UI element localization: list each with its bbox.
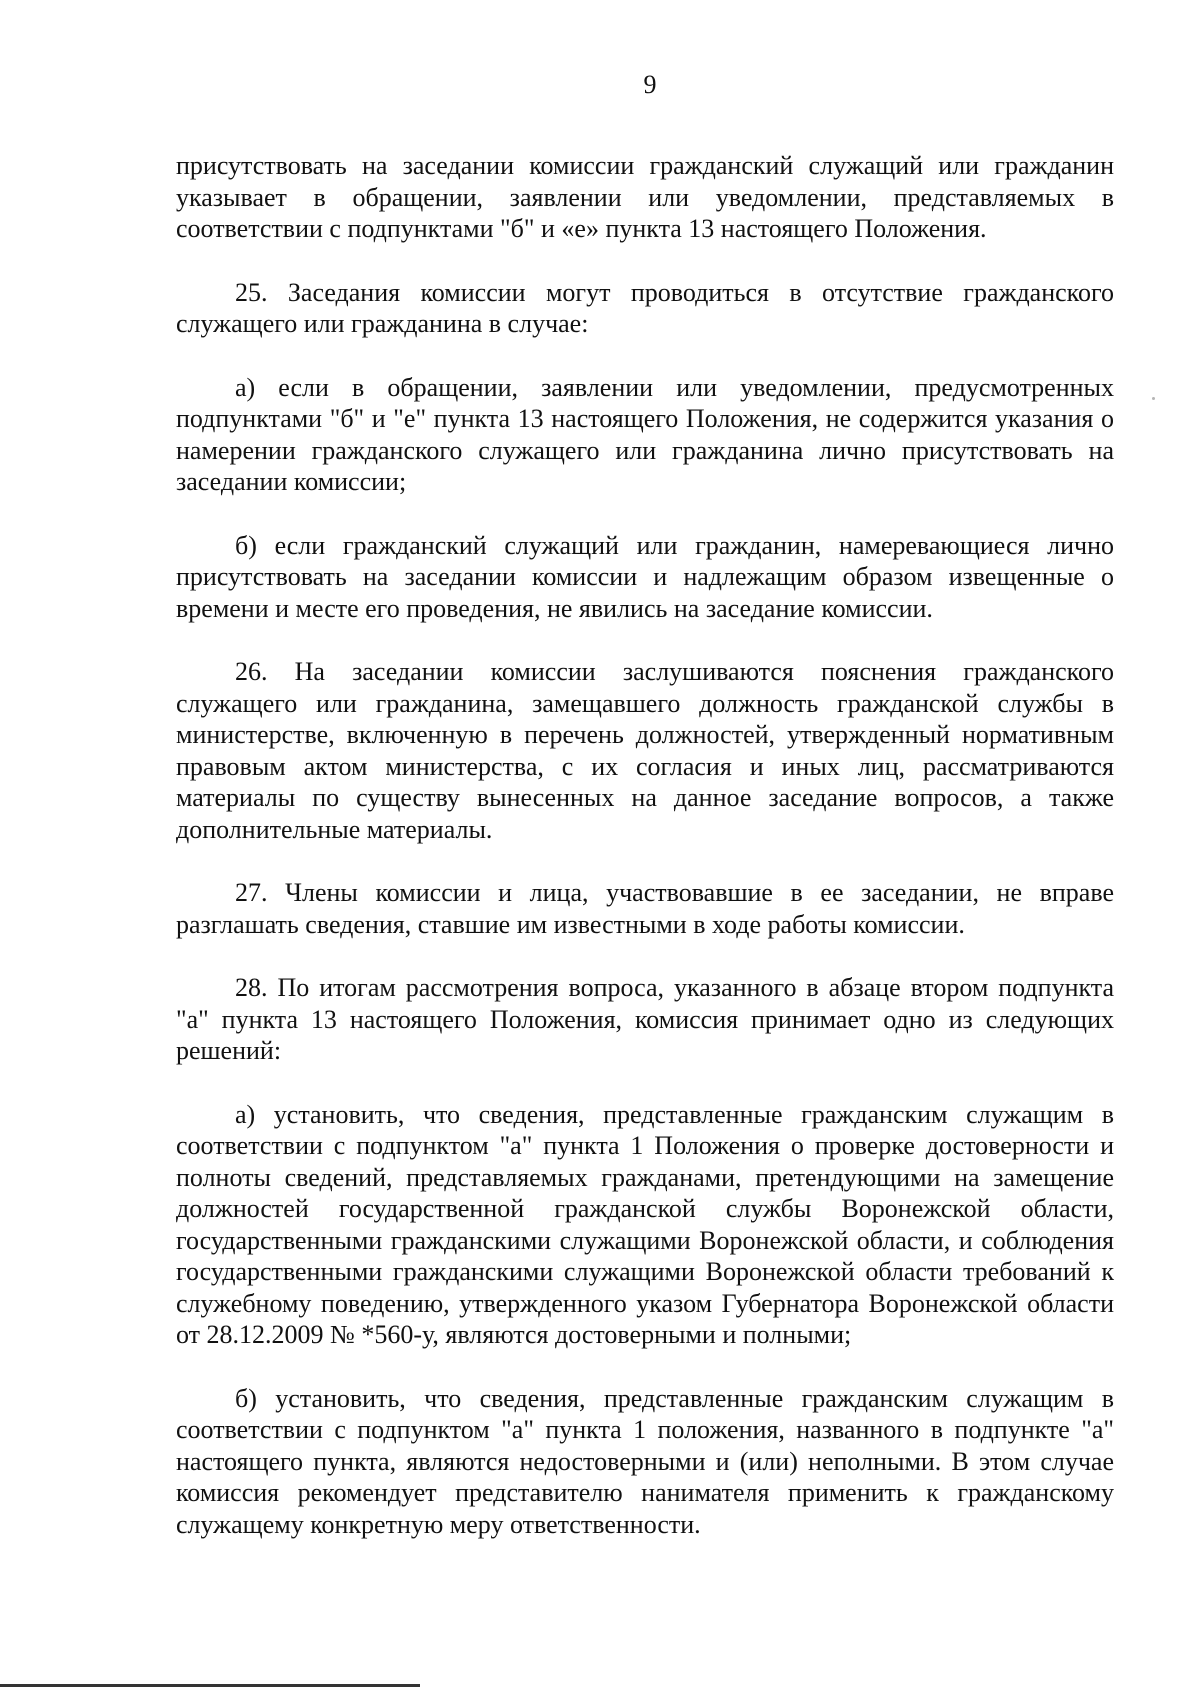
page-number: 9 [643,70,657,99]
paragraph-item-25: 25. Заседания комиссии могут проводиться в отсутствие гражданского служащего или гражданина в случае: [176,277,1114,338]
paragraph-continuation: присутствовать на заседании комиссии гражданский служащий или гражданин указывает в обращении, заявлении или уведомлении, представляемых в соответствии с подпунктами "б" и «е» пункта 13 настоящего Положения. [176,151,1114,243]
document-body [176,150,1114,1572]
paragraph-item-28-b: б) установить, что сведения, представленные гражданским служащим в соответствии с подпунктом "а" пункта 1 положения, названного в подпункте "а" настоящего пункта, являются недостоверными и (или) неполными. В этом случае комиссия рекомендует представителю нанимателя применить к гражданскому служащему конкретную меру ответственности. [176,1383,1114,1539]
paragraph-item-27: 27. Члены комиссии и лица, участвовавшие в ее заседании, не вправе разглашать сведения, ставшие им известными в ходе работы комиссии. [176,878,1114,939]
paragraph-item-25-b: б) если гражданский служащий или гражданин, намеревающиеся лично присутствовать на заседании комиссии и надлежащим образом извещенные о времени и месте его проведения, не явились на заседание комиссии. [176,530,1114,623]
paragraph-item-28: 28. По итогам рассмотрения вопроса, указанного в абзаце втором подпункта "а" пункта 13 настоящего Положения, комиссия принимает одно из следующих решений: [176,973,1114,1065]
scan-speck [1152,397,1155,400]
paragraph-item-25-a: а) если в обращении, заявлении или уведомлении, предусмотренных подпунктами "б" и "е" пункта 13 настоящего Положения, не содержится указания о намерении гражданского служащего или гражданина лично присутствовать на заседании комиссии; [176,372,1114,496]
paragraph-item-26: 26. На заседании комиссии заслушиваются пояснения гражданского служащего или гражданина, замещавшего должность гражданской службы в министерстве, включенную в перечень должностей, утвержденный нормативным правовым актом министерства, с их согласия и иных лиц, рассматриваются материалы по существу вынесенных на данное заседание вопросов, а также дополнительные материалы. [176,657,1114,844]
paragraph-item-28-a: а) установить, что сведения, представленные гражданским служащим в соответствии с подпунктом "а" пункта 1 Положения о проверке достоверности и полноты сведений, представляемых гражданами, претендующими на замещение должностей государственной гражданской службы Воронежской области, государственными гражданскими служащими Воронежской области, и соблюдения государственными гражданскими служащими Воронежской области требований к служебному поведению, утвержденного указом Губернатора Воронежской области от 28.12.2009 № *560-у, являются достоверными и полными; [176,1099,1114,1349]
